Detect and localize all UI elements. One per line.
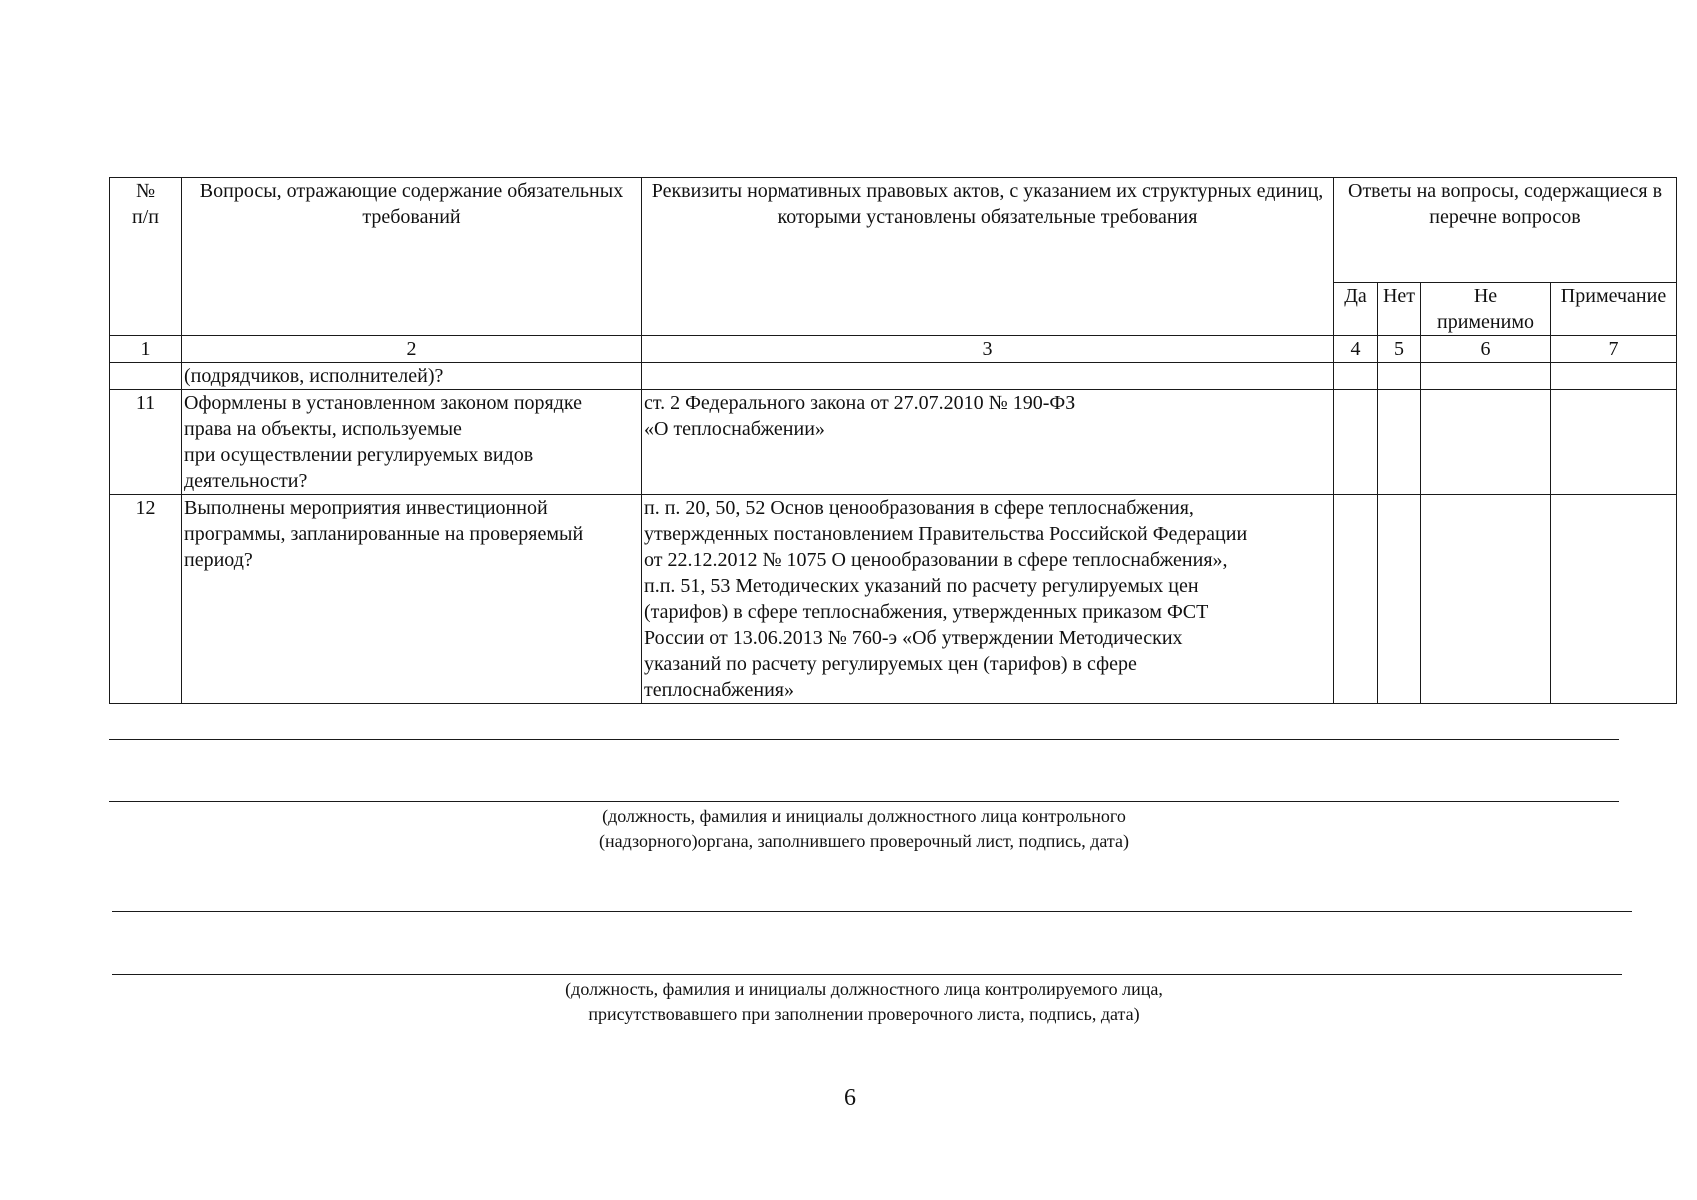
header-num: № п/п <box>110 178 182 336</box>
row-number: 11 <box>110 390 182 495</box>
answer-yes-cell[interactable] <box>1334 363 1378 390</box>
row-number: 12 <box>110 495 182 704</box>
answer-yes-cell[interactable] <box>1334 495 1378 704</box>
table-row <box>110 495 1677 704</box>
inspector-signature-line-top[interactable] <box>109 739 1619 740</box>
header-note: Примечание <box>1551 283 1677 336</box>
column-number: 2 <box>182 336 642 363</box>
row-requisites <box>642 363 1334 390</box>
column-number: 5 <box>1378 336 1421 363</box>
row-question: Оформлены в установленном законом порядке права на объекты, используемые при осуществлении регулируемых видов деятельности? <box>182 390 642 495</box>
row-number <box>110 363 182 390</box>
answer-na-cell[interactable] <box>1421 390 1551 495</box>
row-question: (подрядчиков, исполнителей)? <box>182 363 642 390</box>
column-number: 7 <box>1551 336 1677 363</box>
controlled-signature-line[interactable] <box>112 974 1622 975</box>
answer-no-cell[interactable] <box>1378 390 1421 495</box>
answer-na-cell[interactable] <box>1421 363 1551 390</box>
inspector-signature-caption: (должность, фамилия и инициалы должностного лица контрольного (надзорного)органа, заполнившего проверочный лист, подпись, дата) <box>599 806 1129 851</box>
table-row <box>110 363 1677 390</box>
header-requisites: Реквизиты нормативных правовых актов, с указанием их структурных единиц, которыми установлены обязательные требования <box>642 178 1334 336</box>
page-number: 6 <box>844 1085 856 1111</box>
controlled-signature-line-top[interactable] <box>112 911 1632 912</box>
answer-note-cell[interactable] <box>1551 363 1677 390</box>
column-numbers-row <box>110 336 1677 363</box>
header-yes: Да <box>1334 283 1378 336</box>
controlled-signature-caption: (должность, фамилия и инициалы должностного лица контролируемого лица, присутствовавшего при заполнении проверочного листа, подпись, дата) <box>565 979 1163 1024</box>
inspector-signature-line[interactable] <box>109 801 1619 802</box>
table-row <box>110 390 1677 495</box>
header-row-top <box>110 178 1677 283</box>
row-requisites: ст. 2 Федерального закона от 27.07.2010 № 190-ФЗ «О теплоснабжении» <box>642 390 1334 495</box>
column-number: 6 <box>1421 336 1551 363</box>
answer-note-cell[interactable] <box>1551 390 1677 495</box>
header-na: Не применимо <box>1421 283 1551 336</box>
answer-yes-cell[interactable] <box>1334 390 1378 495</box>
answer-no-cell[interactable] <box>1378 363 1421 390</box>
header-no: Нет <box>1378 283 1421 336</box>
answer-na-cell[interactable] <box>1421 495 1551 704</box>
checklist-table <box>109 177 1677 704</box>
header-questions: Вопросы, отражающие содержание обязательных требований <box>182 178 642 336</box>
column-number: 1 <box>110 336 182 363</box>
answer-no-cell[interactable] <box>1378 495 1421 704</box>
header-answers-label: Ответы на вопросы, содержащиеся в перечне вопросов <box>1348 180 1663 228</box>
column-number: 3 <box>642 336 1334 363</box>
column-number: 4 <box>1334 336 1378 363</box>
row-question: Выполнены мероприятия инвестиционной программы, запланированные на проверяемый период? <box>182 495 642 704</box>
row-requisites: п. п. 20, 50, 52 Основ ценообразования в сфере теплоснабжения, утвержденных постановлением Правительства Российской Федерации от 22.12.2012 № 1075 О ценообразовании в сфере теплоснабжения», п.п. 51, 53 Методических указаний по расчету регулируемых цен (тарифов) в сфере теплоснабжения, утвержденных приказом ФСТ России от 13.06.2013 № 760-э «Об утверждении Методических указаний по расчету регулируемых цен (тарифов) в сфере теплоснабжения» <box>642 495 1334 704</box>
header-answers <box>1334 178 1677 283</box>
answer-note-cell[interactable] <box>1551 495 1677 704</box>
